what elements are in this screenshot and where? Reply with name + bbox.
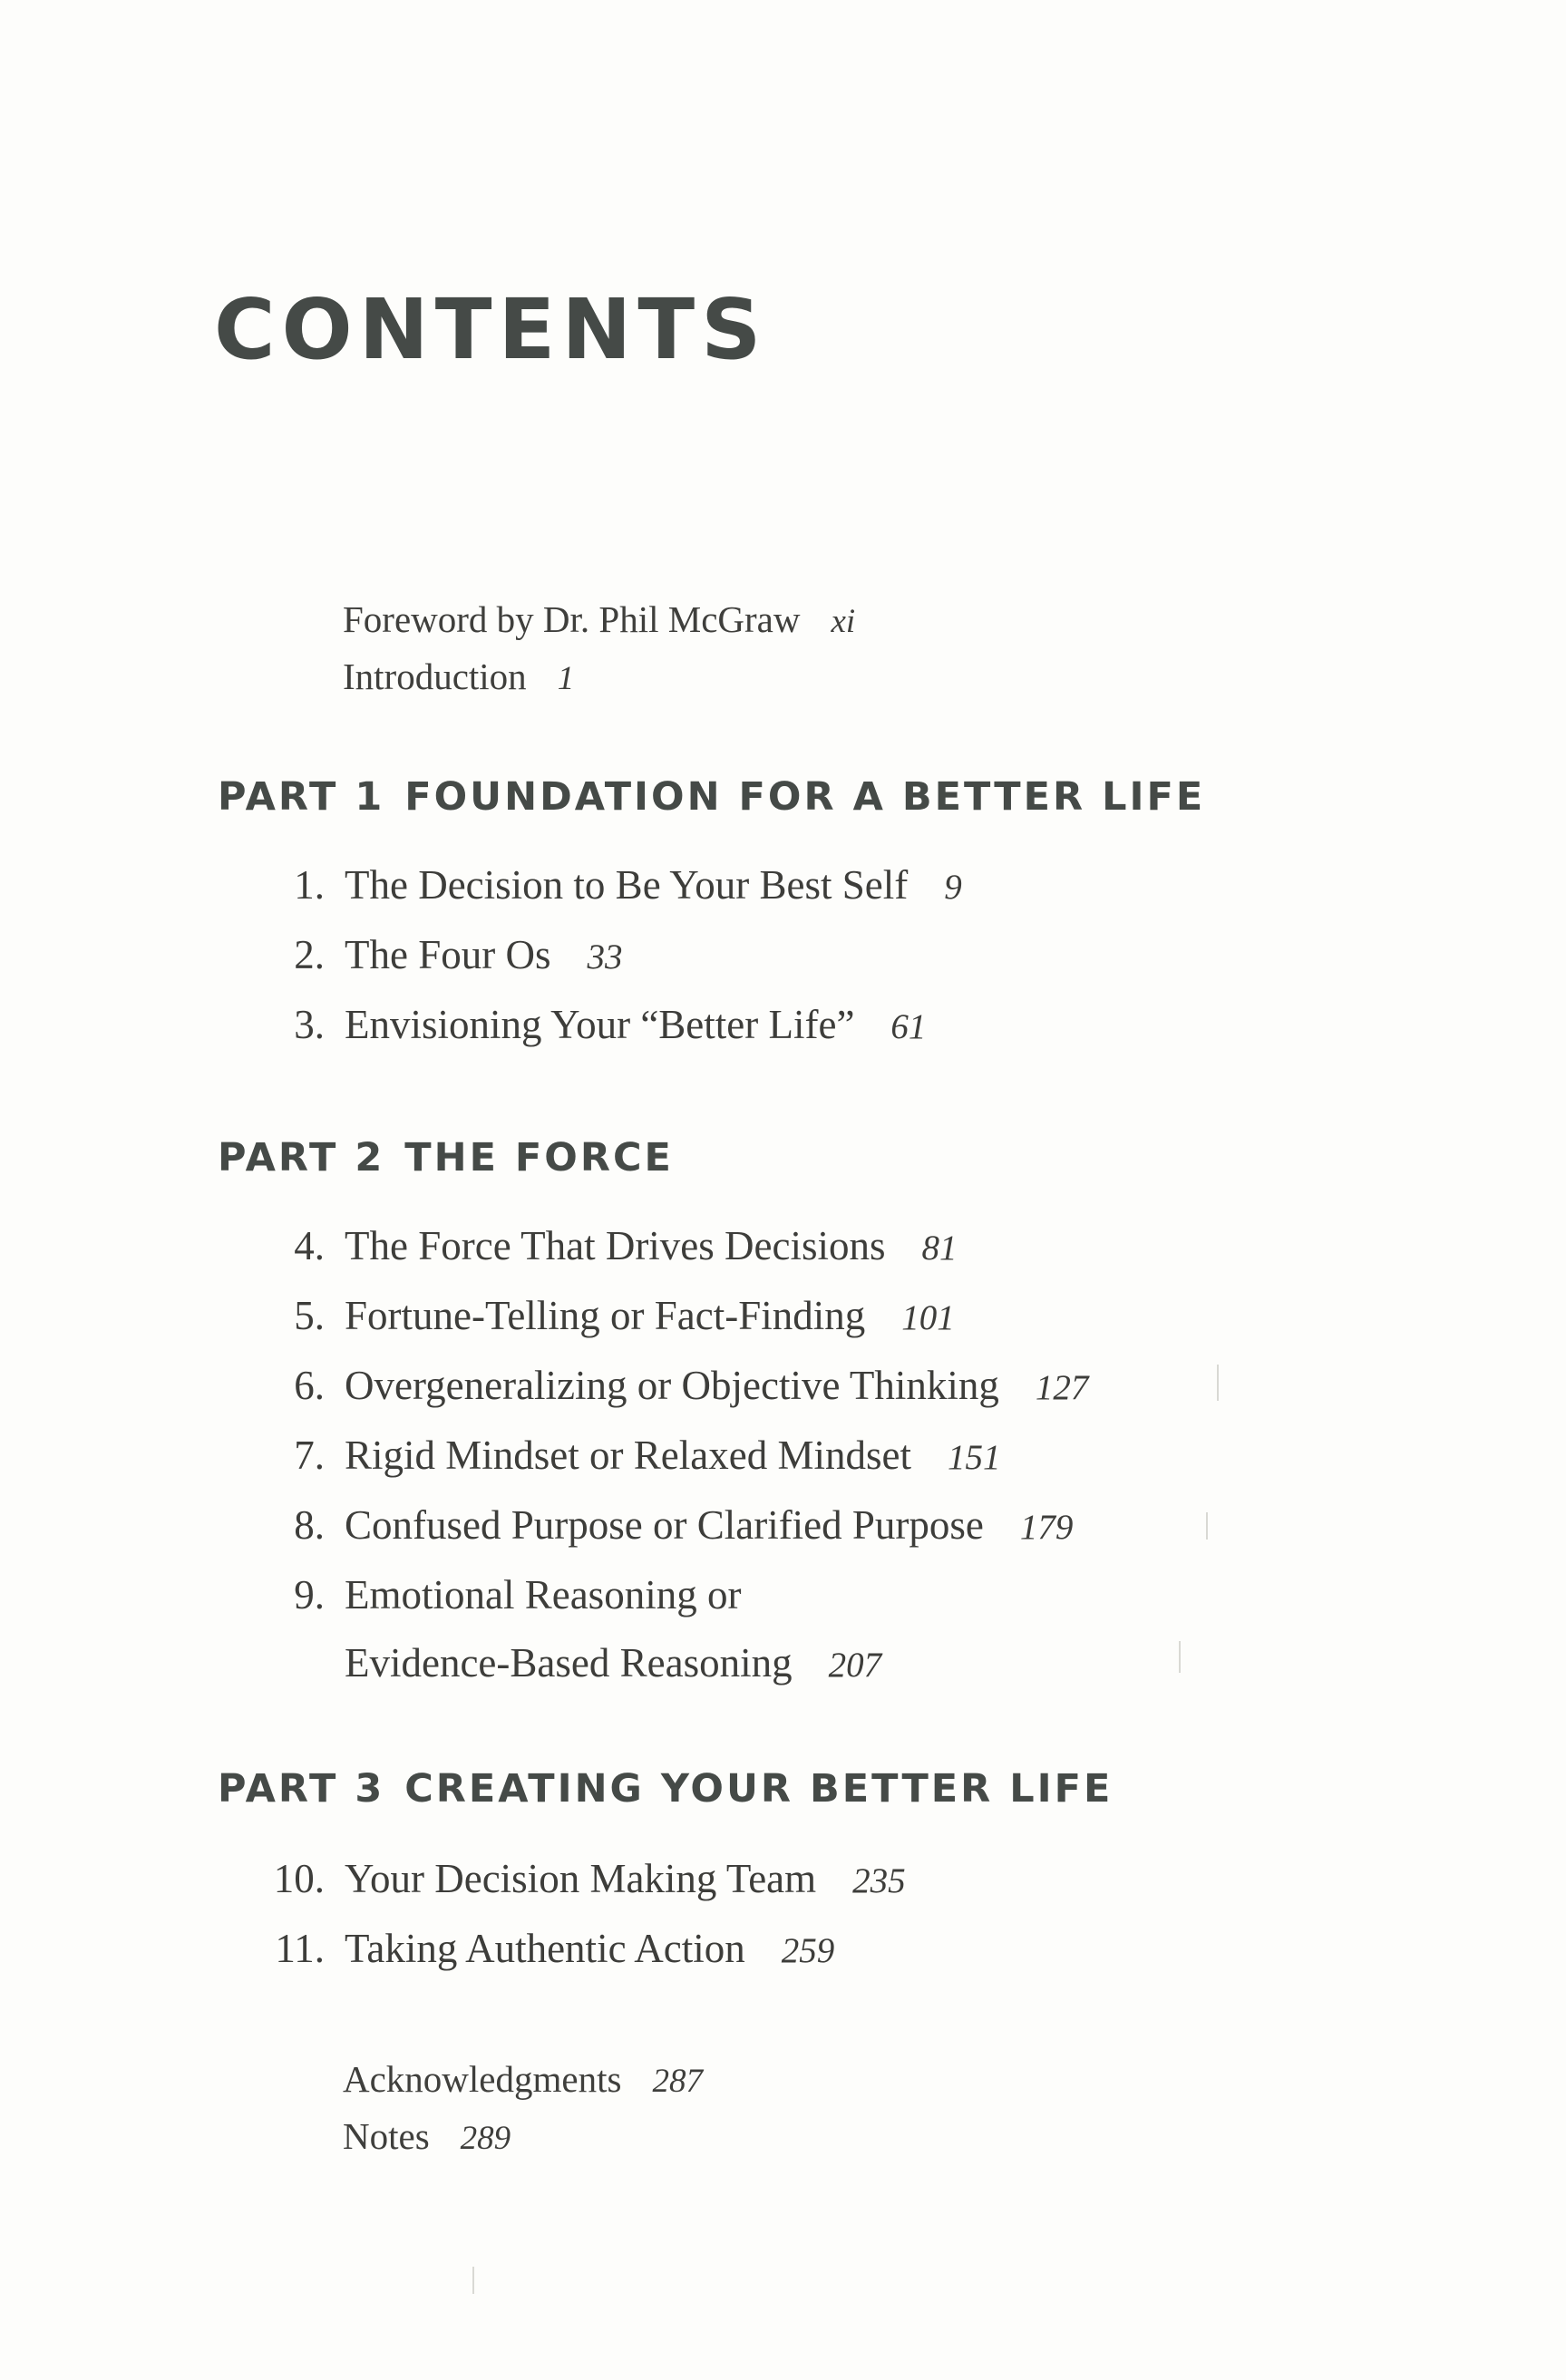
part-1-section bbox=[218, 774, 1206, 1061]
chapter-entry bbox=[218, 991, 1205, 1061]
page-number: 61 bbox=[890, 1007, 927, 1046]
part-number: PART 2 bbox=[218, 1135, 385, 1180]
page-number: 151 bbox=[947, 1438, 1001, 1477]
chapter-number: 2. bbox=[294, 932, 325, 977]
part-title: FOUNDATION FOR A BETTER LIFE bbox=[404, 774, 1206, 820]
page-number: 127 bbox=[1035, 1368, 1089, 1407]
chapter-list bbox=[218, 1212, 1088, 1699]
chapter-number: 1. bbox=[294, 862, 325, 908]
entry-label: Notes bbox=[343, 2115, 430, 2157]
front-matter-entry bbox=[343, 591, 855, 648]
page-number: 1 bbox=[557, 660, 575, 697]
back-matter-list bbox=[343, 2051, 703, 2165]
chapter-title: The Decision to Be Your Best Self bbox=[345, 862, 909, 908]
chapter-number: 11. bbox=[275, 1926, 325, 1971]
chapter-title-continued: Evidence-Based Reasoning bbox=[345, 1640, 793, 1685]
chapter-entry bbox=[218, 851, 1205, 921]
chapter-number: 10. bbox=[273, 1856, 325, 1901]
page-number: 289 bbox=[460, 2120, 511, 2157]
chapter-number: 7. bbox=[294, 1433, 325, 1478]
page-number: 81 bbox=[921, 1229, 958, 1268]
chapter-entry bbox=[218, 921, 1205, 991]
chapter-number: 6. bbox=[294, 1363, 325, 1408]
back-matter-entry bbox=[343, 2051, 703, 2108]
chapter-list bbox=[218, 1845, 1113, 1985]
page-title: CONTENTS bbox=[214, 281, 768, 378]
chapter-number: 9. bbox=[294, 1572, 325, 1617]
part-heading bbox=[218, 1766, 1114, 1812]
chapter-number: 4. bbox=[294, 1223, 325, 1268]
chapter-entry bbox=[218, 1282, 1088, 1352]
part-number: PART 1 bbox=[218, 774, 385, 820]
chapter-entry bbox=[218, 1491, 1088, 1561]
page-number: xi bbox=[831, 603, 856, 640]
chapter-entry bbox=[218, 1422, 1088, 1491]
page-number: 259 bbox=[781, 1931, 835, 1970]
chapter-entry bbox=[218, 1212, 1088, 1282]
front-matter-entry bbox=[343, 648, 855, 705]
scan-mark bbox=[472, 2267, 474, 2294]
chapter-title: Overgeneralizing or Objective Thinking bbox=[345, 1363, 999, 1408]
chapter-entry bbox=[218, 1561, 1088, 1699]
page-number: 287 bbox=[652, 2063, 703, 2100]
page-number: 9 bbox=[944, 868, 962, 907]
chapter-title: Your Decision Making Team bbox=[345, 1856, 817, 1901]
chapter-title: Confused Purpose or Clarified Purpose bbox=[345, 1502, 984, 1548]
part-heading bbox=[218, 774, 1206, 820]
chapter-title: Taking Authentic Action bbox=[345, 1926, 745, 1971]
chapter-list bbox=[218, 851, 1205, 1061]
chapter-title: Envisioning Your “Better Life” bbox=[345, 1002, 855, 1047]
scan-mark bbox=[1179, 1641, 1181, 1673]
chapter-title: Fortune-Telling or Fact-Finding bbox=[345, 1293, 866, 1338]
part-number: PART 3 bbox=[218, 1766, 385, 1812]
chapter-number: 5. bbox=[294, 1293, 325, 1338]
part-2-section bbox=[218, 1135, 1089, 1699]
entry-label: Acknowledgments bbox=[343, 2058, 622, 2100]
page-number: 33 bbox=[587, 937, 623, 976]
chapter-entry bbox=[218, 1915, 1113, 1985]
chapter-title: The Four Os bbox=[345, 932, 551, 977]
scan-mark bbox=[1206, 1512, 1208, 1540]
page-number: 179 bbox=[1019, 1508, 1074, 1547]
chapter-title: The Force That Drives Decisions bbox=[345, 1223, 886, 1268]
part-title: CREATING YOUR BETTER LIFE bbox=[404, 1766, 1114, 1812]
chapter-entry bbox=[218, 1352, 1088, 1422]
entry-label: Introduction bbox=[343, 656, 527, 697]
page-number: 101 bbox=[901, 1298, 955, 1337]
chapter-number: 8. bbox=[294, 1502, 325, 1548]
back-matter-entry bbox=[343, 2108, 703, 2165]
front-matter-list bbox=[343, 591, 855, 705]
part-heading bbox=[218, 1135, 1088, 1180]
chapter-title: Emotional Reasoning or bbox=[345, 1572, 742, 1617]
part-3-section bbox=[218, 1766, 1114, 1985]
page-number: 235 bbox=[852, 1861, 906, 1900]
page-number: 207 bbox=[828, 1646, 882, 1685]
scan-mark bbox=[1217, 1365, 1219, 1401]
chapter-title: Rigid Mindset or Relaxed Mindset bbox=[345, 1433, 911, 1478]
chapter-entry bbox=[218, 1845, 1113, 1915]
part-title: THE FORCE bbox=[404, 1135, 674, 1180]
entry-label: Foreword by Dr. Phil McGraw bbox=[343, 598, 801, 640]
chapter-number: 3. bbox=[294, 1002, 325, 1047]
